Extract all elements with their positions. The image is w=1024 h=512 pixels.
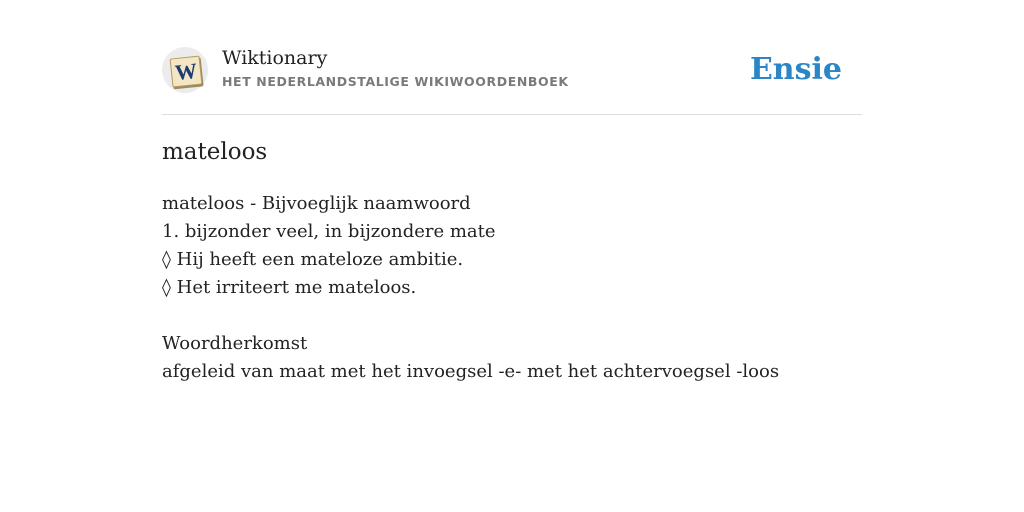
etymology-heading: Woordherkomst: [162, 333, 308, 354]
example-line: ◊ Hij heeft een mateloze ambitie.: [162, 249, 464, 270]
definition-line: 1. bijzonder veel, in bijzondere mate: [162, 221, 496, 242]
site-title[interactable]: Wiktionary: [222, 47, 328, 69]
spacer: [162, 302, 862, 330]
page-title: mateloos: [162, 139, 268, 165]
example-line: ◊ Het irriteert me mateloos.: [162, 277, 417, 298]
logo-letter: W: [173, 57, 199, 86]
entry-body: [162, 190, 862, 386]
etymology-text: afgeleid van maat met het invoegsel -e- met het achtervoegsel -loos: [162, 361, 780, 382]
part-of-speech-line: mateloos - Bijvoeglijk naamwoord: [162, 193, 471, 214]
header: [162, 44, 862, 115]
logo-tile: [170, 56, 203, 88]
ensie-brand-link[interactable]: Ensie: [749, 52, 842, 87]
site-subtitle: HET NEDERLANDSTALIGE WIKIWOORDENBOEK: [222, 74, 569, 89]
wiktionary-logo-icon[interactable]: [162, 47, 208, 93]
entry-content: [162, 134, 862, 386]
